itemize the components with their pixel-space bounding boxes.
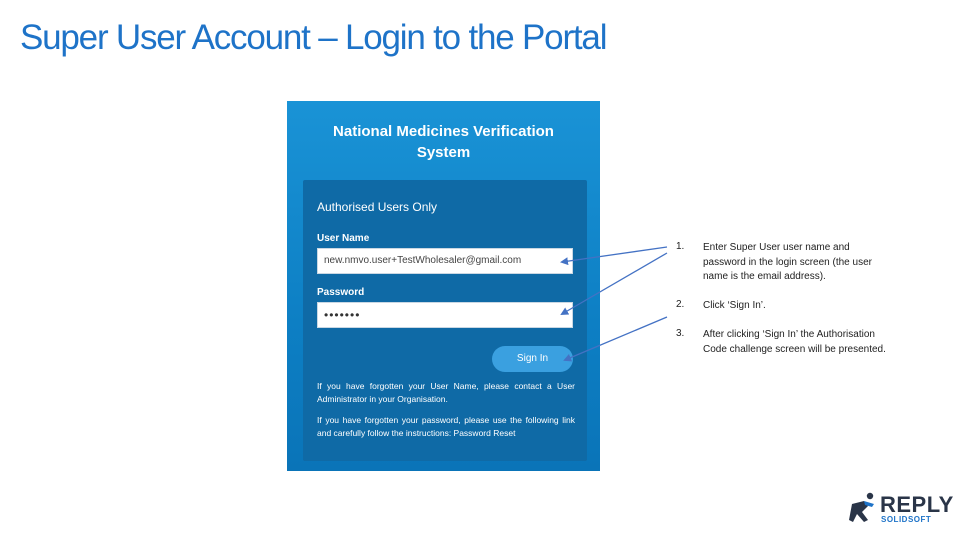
- runner-icon: [848, 492, 878, 528]
- forgot-password-text: If you have forgotten your password, please use the following link and carefully follow the instructions: Password Reset: [317, 415, 575, 438]
- system-title-text: National Medicines Verification System: [333, 123, 554, 161]
- login-card: [303, 180, 587, 461]
- sign-in-button[interactable]: Sign In: [492, 346, 573, 372]
- slide-title: Super User Account – Login to the Portal: [20, 18, 607, 57]
- logo-name: REPLY: [880, 492, 954, 517]
- forgot-username-text: If you have forgotten your User Name, please contact a User Administrator in your Organisation.: [317, 381, 575, 404]
- password-input[interactable]: •••••••: [317, 302, 573, 328]
- username-input[interactable]: new.nmvo.user+TestWholesaler@gmail.com: [317, 248, 573, 274]
- system-title: [287, 121, 600, 163]
- step-number: 3.: [676, 328, 685, 339]
- step-text: Click ‘Sign In’.: [703, 300, 766, 311]
- authorised-users-label: Authorised Users Only: [317, 200, 438, 214]
- step-number: 2.: [676, 299, 685, 310]
- logo-sub: SOLIDSOFT: [881, 515, 932, 524]
- password-label: Password: [317, 287, 365, 298]
- step-number: 1.: [676, 241, 685, 252]
- step-text: After clicking ‘Sign In’ the Authorisation Code challenge screen will be presented.: [703, 329, 886, 355]
- step-text: Enter Super User user name and password in the login screen (the user name is the email address).: [703, 242, 872, 282]
- username-label: User Name: [317, 233, 370, 244]
- reply-solidsoft-logo: [848, 492, 953, 528]
- login-panel: [287, 101, 600, 471]
